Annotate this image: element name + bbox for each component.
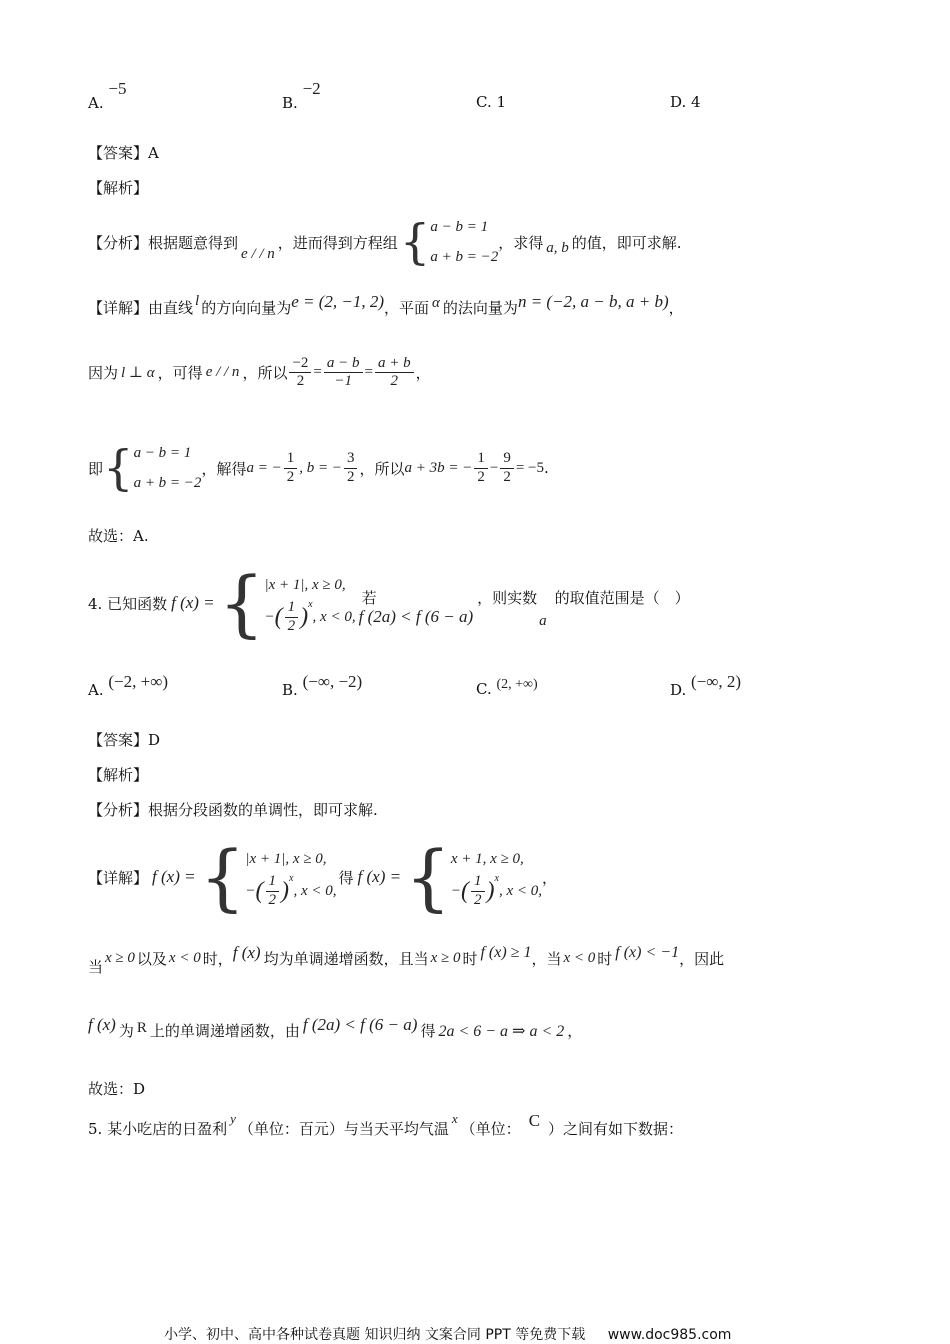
parallel-expr: e / / n xyxy=(241,245,275,262)
fenxi-text: 根据题意得到 xyxy=(148,233,239,252)
fraction xyxy=(375,355,414,391)
result: 2a < 6 − a ⇒ a < 2 xyxy=(438,1022,565,1040)
text: 得 xyxy=(338,868,354,887)
denominator: 2 xyxy=(477,468,485,485)
q3-analysis-tag: 【解析】 xyxy=(88,179,149,197)
exponent: x xyxy=(289,873,294,885)
q4-option-b xyxy=(282,672,363,700)
numerator: 1 xyxy=(471,873,485,891)
math: − xyxy=(264,608,275,625)
function-name: f (x) = xyxy=(171,593,215,612)
option-value: (2, +∞) xyxy=(496,677,538,692)
option-value: (−2, +∞) xyxy=(108,672,169,691)
text: ）之间有如下数据： xyxy=(548,1120,684,1138)
option-label: B. xyxy=(282,94,298,112)
fraction xyxy=(324,355,363,391)
function-name: f (x) xyxy=(88,1014,116,1034)
option-value: 4 xyxy=(691,93,701,111)
fenxi-tag: 【分析】 xyxy=(88,801,149,819)
text: ，可得 xyxy=(157,364,203,383)
exponent: x xyxy=(494,873,499,885)
inequality: f (2a) < f (6 − a) xyxy=(358,607,474,626)
case: − ( $\frac{1}{2}$ ) $^x$ , x < 0, xyxy=(264,599,356,634)
denominator: 2 xyxy=(390,373,399,390)
brace-symbol: { xyxy=(218,561,265,645)
q3-answer xyxy=(88,142,159,163)
answer-value: A xyxy=(148,144,159,162)
condition: x ≥ 0 xyxy=(430,950,461,966)
text: 由直线 xyxy=(148,299,194,317)
equation: a − b = 1 xyxy=(133,445,192,461)
text: ，解得 xyxy=(201,459,247,478)
numerator: a + b xyxy=(375,355,414,373)
text: 5. 某小吃店的日盈利 xyxy=(88,1120,228,1138)
page-footer xyxy=(164,1324,731,1344)
denominator: 2 xyxy=(268,891,277,908)
math: , x < 0, xyxy=(312,608,356,625)
denominator: 2 xyxy=(296,373,305,390)
q3-option-a xyxy=(88,79,127,113)
line-symbol: l xyxy=(195,293,200,309)
text: ， xyxy=(668,299,684,317)
denominator: 2 xyxy=(503,468,511,485)
text: 即 xyxy=(88,459,104,478)
piecewise-cases xyxy=(245,845,336,909)
text: （单位： xyxy=(460,1120,521,1138)
q4-xiangjie-line2 xyxy=(88,942,725,976)
denominator: 2 xyxy=(286,468,295,485)
variable: a xyxy=(539,612,547,629)
text: ，所以 xyxy=(242,364,288,383)
q4-option-d xyxy=(670,672,742,700)
fraction xyxy=(500,450,514,486)
footer-url[interactable]: www.doc985.com xyxy=(607,1327,732,1343)
numerator: 1 xyxy=(266,873,280,891)
brace-symbol: { xyxy=(399,214,431,270)
q3-xiangjie-line1 xyxy=(88,291,684,318)
text: 因为 xyxy=(88,364,119,383)
fraction xyxy=(471,873,485,909)
text: 的取值范围是（ ） xyxy=(554,588,690,607)
math: , b = − xyxy=(299,459,342,476)
brace-symbol: { xyxy=(199,835,246,919)
text: ，因此 xyxy=(679,950,725,968)
text: ，当 xyxy=(531,950,562,968)
text: 上的单调递增函数，由 xyxy=(149,1022,300,1040)
text: 若 xyxy=(361,588,377,607)
denominator: 2 xyxy=(474,891,482,908)
q4-option-a xyxy=(88,672,169,700)
case: − ( $\frac{1}{2}$ ) $^x$ , x < 0, xyxy=(450,873,542,908)
exponent: x xyxy=(308,599,313,611)
plane-alpha: α xyxy=(432,295,440,311)
q4-option-c xyxy=(476,677,538,699)
footer-text: 小学、初中、高中各种试卷真题 知识归纳 文案合同 PPT 等免费下载 xyxy=(164,1327,586,1343)
q3-option-c xyxy=(476,93,506,111)
text: 时 xyxy=(462,950,478,968)
fenxi-tag: 【分析】 xyxy=(88,233,149,252)
q3-xiangjie-line2: 因为 l ⊥ α ，可得 e / / n ，所以 $\frac{-2}{2}$ = $\frac{a - b}{-1}$ = $\frac{a + b}{2}$ ， xyxy=(88,355,431,390)
perp-expr: l ⊥ α xyxy=(121,365,155,382)
q4-guxuan: 故选：D xyxy=(88,1080,146,1098)
equation: a + b = −2 xyxy=(133,475,202,491)
fraction xyxy=(289,355,311,391)
xiangjie-tag: 【详解】 xyxy=(88,299,149,317)
equation: a + b = −2 xyxy=(430,249,499,265)
numerator: 9 xyxy=(500,450,514,468)
text: 以及 xyxy=(136,950,167,968)
equation-system xyxy=(134,438,202,498)
option-value: (−∞, −2) xyxy=(302,672,363,691)
function-name: f (x) xyxy=(232,942,261,962)
equation-system xyxy=(430,212,498,272)
inequality: f (2a) < f (6 − a) xyxy=(302,1014,418,1034)
numerator: 1 xyxy=(474,450,488,468)
option-value: −5 xyxy=(108,79,127,98)
fraction xyxy=(284,450,298,486)
option-label: A. xyxy=(88,94,104,112)
equation: a − b = 1 xyxy=(430,219,489,235)
inequality: f (x) ≥ 1 xyxy=(480,943,532,961)
q4-stem xyxy=(88,558,690,648)
vars: a, b xyxy=(546,239,569,256)
denominator: −1 xyxy=(334,373,353,390)
q3-guxuan: 故选：A. xyxy=(88,527,149,545)
option-label: A. xyxy=(88,681,104,699)
text: . xyxy=(543,459,549,477)
option-value: −2 xyxy=(302,79,321,98)
text: 时， xyxy=(202,950,233,968)
q4-xiangjie-line3 xyxy=(88,1014,583,1041)
fenxi-text: ，进而得到方程组 xyxy=(277,233,398,252)
q3-fenxi xyxy=(88,212,682,272)
fraction xyxy=(344,450,358,486)
xiangjie-tag: 【详解】 xyxy=(88,868,149,887)
parallel-expr: e / / n xyxy=(205,364,240,381)
q3-option-d xyxy=(670,93,701,111)
case: |x + 1|, x ≥ 0, xyxy=(264,577,346,594)
math: a = − xyxy=(246,459,282,476)
fraction xyxy=(285,599,299,635)
math: , x < 0, xyxy=(498,882,542,899)
text: ， xyxy=(542,868,558,887)
q3-xiangjie-line3: 即 { a − b = 1 a + b = −2 ，解得 a = − $\frac{1}{2}$ , b = − $\frac{3}{2}$ ，所以 a + 3b = − $\frac{1}{2}$ − $\frac{9}{2}$ = −5 . xyxy=(88,440,549,496)
q3-option-b xyxy=(282,79,321,113)
numerator: a − b xyxy=(324,355,363,373)
fraction xyxy=(266,873,280,909)
option-label: B. xyxy=(282,681,298,699)
inequality: f (x) < −1 xyxy=(615,943,680,961)
q4-analysis-tag: 【解析】 xyxy=(88,766,149,784)
text: 当 xyxy=(88,958,104,976)
answer-value: D xyxy=(148,731,161,749)
answer-tag: 【答案】 xyxy=(88,731,149,749)
answer-tag: 【答案】 xyxy=(88,144,149,162)
denominator: 2 xyxy=(346,468,355,485)
case: − ( $\frac{1}{2}$ ) $^x$ , x < 0, xyxy=(245,873,337,908)
piecewise-cases xyxy=(451,845,542,909)
text: ， xyxy=(415,364,431,383)
numerator: 1 xyxy=(285,599,299,617)
variable: x xyxy=(451,1110,458,1126)
brace-symbol: { xyxy=(405,835,451,919)
fenxi-text: 根据分段函数的单调性，即可求解. xyxy=(148,801,378,819)
math: − xyxy=(450,882,462,899)
text: （单位：百元）与当天平均气温 xyxy=(238,1120,449,1138)
math: = −5 xyxy=(515,459,544,476)
text: 为 xyxy=(118,1022,134,1040)
condition: x < 0 xyxy=(563,950,596,966)
math: , x < 0, xyxy=(293,882,337,899)
text: ，则实数 xyxy=(477,588,538,607)
q4-answer xyxy=(88,729,160,750)
text: 4. 已知函数 xyxy=(88,594,168,613)
numerator: 1 xyxy=(284,450,298,468)
option-label: C. xyxy=(476,680,492,698)
denominator: 2 xyxy=(287,617,296,634)
q4-fenxi xyxy=(88,799,378,820)
q5-stem xyxy=(88,1110,684,1139)
text: 的法向量为 xyxy=(442,299,518,317)
function-name: f (x) = xyxy=(152,867,196,886)
math: − xyxy=(245,882,256,899)
function-name: f (x) = xyxy=(357,867,402,886)
unit-symbol: C xyxy=(528,1110,541,1130)
condition: x < 0 xyxy=(168,950,201,966)
variable: y xyxy=(230,1110,236,1126)
option-value: (−∞, 2) xyxy=(691,672,742,691)
text: 均为单调递增函数，且当 xyxy=(263,950,429,968)
text: ， xyxy=(567,1022,583,1040)
text: 得 xyxy=(420,1022,436,1040)
option-label: D. xyxy=(670,93,687,111)
option-label: D. xyxy=(670,681,687,699)
text: ，所以 xyxy=(359,459,405,478)
vector-e: e = (2, −1, 2) xyxy=(291,291,385,311)
condition: x ≥ 0 xyxy=(105,950,135,966)
q4-xiangjie-line1 xyxy=(88,832,557,922)
text: ，平面 xyxy=(384,299,430,317)
text: 时 xyxy=(597,950,613,968)
case: |x + 1|, x ≥ 0, xyxy=(245,851,327,868)
piecewise-cases xyxy=(264,571,355,635)
text: 的方向向量为 xyxy=(201,299,292,317)
fraction xyxy=(474,450,488,486)
numerator: −2 xyxy=(289,355,311,373)
fenxi-text: 的值，即可求解. xyxy=(571,233,682,252)
vector-n: n = (−2, a − b, a + b) xyxy=(517,291,669,311)
case: x + 1, x ≥ 0, xyxy=(450,851,524,868)
set-symbol: R xyxy=(136,1020,147,1036)
math: a + 3b = − xyxy=(404,459,473,476)
option-value: 1 xyxy=(496,93,507,111)
fenxi-text: ，求得 xyxy=(498,233,544,252)
option-label: C. xyxy=(476,93,492,111)
brace-symbol: { xyxy=(103,440,134,496)
numerator: 3 xyxy=(344,450,358,468)
